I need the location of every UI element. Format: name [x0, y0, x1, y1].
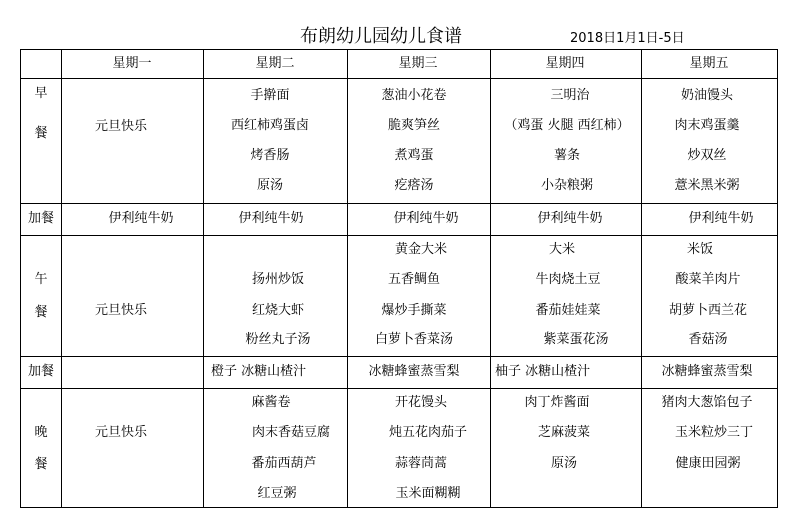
breakfast-thursday-item: 三明治 [550, 88, 590, 103]
lunch-wednesday-item: 五香鲷鱼 [387, 272, 441, 287]
dinner-thursday-item: 肉丁炸酱面 [524, 395, 590, 410]
snack-thursday: 伊利纯牛奶 [537, 211, 603, 226]
column-divider [61, 50, 62, 507]
breakfast-friday-item: 奶油馒头 [680, 88, 734, 103]
lunch-friday-item: 香菇汤 [688, 332, 728, 347]
breakfast-wednesday-item: 葱油小花卷 [381, 88, 447, 103]
lunch-wednesday-item: 白萝卜香菜汤 [374, 332, 454, 347]
breakfast-friday-item: 炒双丝 [687, 148, 727, 163]
lunch-wednesday-item: 爆炒手撕菜 [381, 303, 447, 318]
dinner-label: 餐 [34, 457, 48, 472]
breakfast-friday-item: 肉末鸡蛋羹 [674, 118, 740, 133]
breakfast-thursday-item: 小杂粮粥 [540, 178, 594, 193]
snack-label: 加餐 [27, 211, 55, 226]
column-divider [490, 50, 491, 507]
lunch-monday: 元旦快乐 [94, 303, 148, 318]
snack-thursday: 柚子 冰糖山楂汁 [495, 364, 591, 379]
menu-table [20, 49, 778, 508]
row-divider [21, 203, 777, 204]
dinner-label: 晚 [34, 425, 48, 440]
row-divider [21, 235, 777, 236]
menu-title: 布朗幼儿园幼儿食谱 [300, 26, 462, 47]
breakfast-label: 餐 [34, 126, 48, 141]
column-divider [641, 50, 642, 507]
dinner-tuesday-item: 肉末香菇豆腐 [251, 425, 331, 440]
snack-wednesday: 冰糖蜂蜜蒸雪梨 [368, 364, 460, 379]
header-friday: 星期五 [689, 56, 729, 71]
snack-label: 加餐 [27, 364, 55, 379]
dinner-wednesday-item: 开花馒头 [394, 395, 448, 410]
breakfast-tuesday-item: 烤香肠 [250, 148, 290, 163]
header-monday: 星期一 [112, 56, 152, 71]
breakfast-monday: 元旦快乐 [94, 119, 148, 134]
column-divider [347, 50, 348, 507]
breakfast-tuesday-item: 手擀面 [250, 88, 290, 103]
dinner-wednesday-item: 蒜蓉茼蒿 [394, 456, 448, 471]
dinner-friday-item: 玉米粒炒三丁 [674, 425, 754, 440]
snack-friday: 伊利纯牛奶 [688, 211, 754, 226]
lunch-friday-item: 米饭 [686, 242, 714, 257]
lunch-tuesday-item: 红烧大虾 [251, 303, 305, 318]
breakfast-wednesday-item: 脆爽笋丝 [387, 118, 441, 133]
breakfast-tuesday-item: 原汤 [256, 178, 284, 193]
row-divider [21, 388, 777, 389]
lunch-thursday-item: 紫菜蛋花汤 [543, 332, 609, 347]
snack-tuesday: 伊利纯牛奶 [238, 211, 304, 226]
row-divider [21, 78, 777, 79]
breakfast-label: 早 [34, 86, 48, 101]
breakfast-thursday-item: （鸡蛋 火腿 西红柿） [504, 118, 630, 133]
header-thursday: 星期四 [545, 56, 585, 71]
breakfast-thursday-item: 薯条 [553, 148, 581, 163]
breakfast-wednesday-item: 疙瘩汤 [394, 178, 434, 193]
lunch-thursday-item: 牛肉烧土豆 [535, 272, 601, 287]
row-divider [21, 356, 777, 357]
lunch-thursday-item: 番茄娃娃菜 [535, 303, 601, 318]
lunch-label: 午 [34, 272, 48, 287]
breakfast-wednesday-item: 煮鸡蛋 [394, 148, 434, 163]
dinner-tuesday-item: 番茄西葫芦 [251, 456, 317, 471]
dinner-wednesday-item: 玉米面糊糊 [395, 486, 461, 501]
dinner-monday: 元旦快乐 [94, 425, 148, 440]
date-range: 2018日1月1日-5日 [570, 31, 685, 46]
header-wednesday: 星期三 [398, 56, 438, 71]
dinner-friday-item: 猪肉大葱馅包子 [661, 395, 753, 410]
lunch-friday-item: 胡萝卜西兰花 [668, 303, 748, 318]
header-tuesday: 星期二 [255, 56, 295, 71]
lunch-tuesday-item: 粉丝丸子汤 [245, 332, 311, 347]
snack-monday: 伊利纯牛奶 [108, 211, 174, 226]
dinner-wednesday-item: 炖五花肉茄子 [388, 425, 468, 440]
dinner-tuesday-item: 麻酱卷 [251, 395, 291, 410]
lunch-tuesday-item: 扬州炒饭 [251, 272, 305, 287]
breakfast-tuesday-item: 西红柿鸡蛋卤 [230, 118, 310, 133]
lunch-thursday-item: 大米 [548, 242, 576, 257]
dinner-thursday-item: 原汤 [550, 456, 578, 471]
lunch-label: 餐 [34, 305, 48, 320]
column-divider [203, 50, 204, 507]
dinner-thursday-item: 芝麻菠菜 [537, 425, 591, 440]
dinner-friday-item: 健康田园粥 [675, 456, 741, 471]
breakfast-friday-item: 薏米黑米粥 [674, 178, 740, 193]
snack-wednesday: 伊利纯牛奶 [393, 211, 459, 226]
lunch-wednesday-item: 黄金大米 [394, 242, 448, 257]
snack-tuesday: 橙子 冰糖山楂汁 [211, 364, 307, 379]
lunch-friday-item: 酸菜羊肉片 [675, 272, 741, 287]
snack-friday: 冰糖蜂蜜蒸雪梨 [661, 364, 753, 379]
dinner-tuesday-item: 红豆粥 [257, 486, 297, 501]
